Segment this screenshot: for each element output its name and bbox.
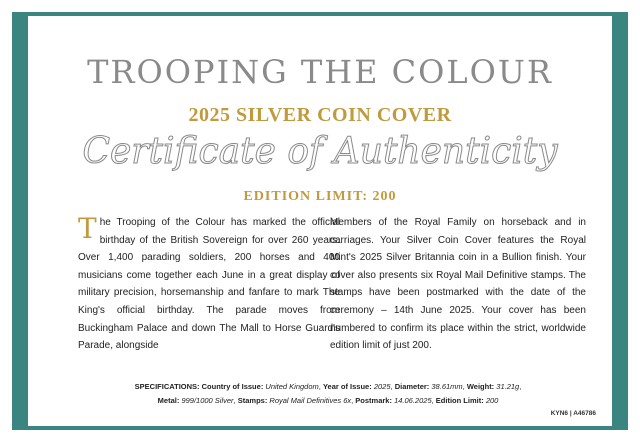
body-left-text: he Trooping of the Colour has marked the official birthday of the British Sovereign for over 260 years. Over 1,400 parading soldiers, 200 horses and 400 musicians come together each June in a great display of military precision, horsemanship and fanfare to mark The King's official birthday. The parade moves from Buckingham Palace and down The Mall to Horse Guard's Parade, alongside xyxy=(78,217,340,352)
specs-weight: 31.21g xyxy=(496,382,520,391)
edition-limit: EDITION LIMIT: 200 xyxy=(243,189,397,204)
specs-stamps: Royal Mail Definitives 6x xyxy=(269,396,352,405)
specs-country-label: Country of Issue: xyxy=(201,382,264,391)
specs-metal: 999/1000 Silver xyxy=(181,396,234,405)
specifications: SPECIFICATIONS: Country of Issue: United Kingdom, Year of Issue: 2025, Diameter: 38.61mm, Weight: 31.21g, Metal: 999/1000 Silver, Stamps: Royal Mail Definitives 6x, Postmark: 14.06.2025, Edition Limit: 200 xyxy=(134,382,522,405)
specs-label: SPECIFICATIONS: xyxy=(134,382,200,391)
body-text-left xyxy=(78,214,340,355)
specs-stamps-label: Stamps: xyxy=(237,396,268,405)
certificate-card xyxy=(28,16,612,426)
specs-country: United Kingdom xyxy=(265,382,319,391)
certificate-title: TROOPING THE COLOUR xyxy=(87,53,553,91)
specs-year-label: Year of Issue: xyxy=(322,382,372,391)
drop-cap: T xyxy=(78,212,97,245)
certificate-subtitle: 2025 SILVER COIN COVER xyxy=(188,104,452,126)
specs-edition: 200 xyxy=(485,396,499,405)
specs-diameter-label: Diameter: xyxy=(394,382,430,391)
specs-metal-label: Metal: xyxy=(157,396,180,405)
body-text-right: Members of the Royal Family on horseback and in carriages. Your Silver Coin Cover features the Royal Mint's 2025 Silver Britannia coin in a Bullion finish. Your cover also presents six Royal Mail Definitive stamps. The stamps have been postmarked with the date of the ceremony – 14th June 2025. Your cover has been numbered to confirm its place within the strict, worldwide edition limit of just 200. xyxy=(330,217,586,352)
certificate-heading: Certificate of Authenticity xyxy=(82,131,558,172)
specs-edition-label: Edition Limit: xyxy=(435,396,484,405)
reference-code: KYN6 | A46786 xyxy=(550,410,596,417)
specs-postmark: 14.06.2025 xyxy=(394,396,432,405)
specs-weight-label: Weight: xyxy=(466,382,495,391)
specs-diameter: 38.61mm xyxy=(431,382,463,391)
specs-year: 2025 xyxy=(373,382,391,391)
specs-postmark-label: Postmark: xyxy=(355,396,392,405)
